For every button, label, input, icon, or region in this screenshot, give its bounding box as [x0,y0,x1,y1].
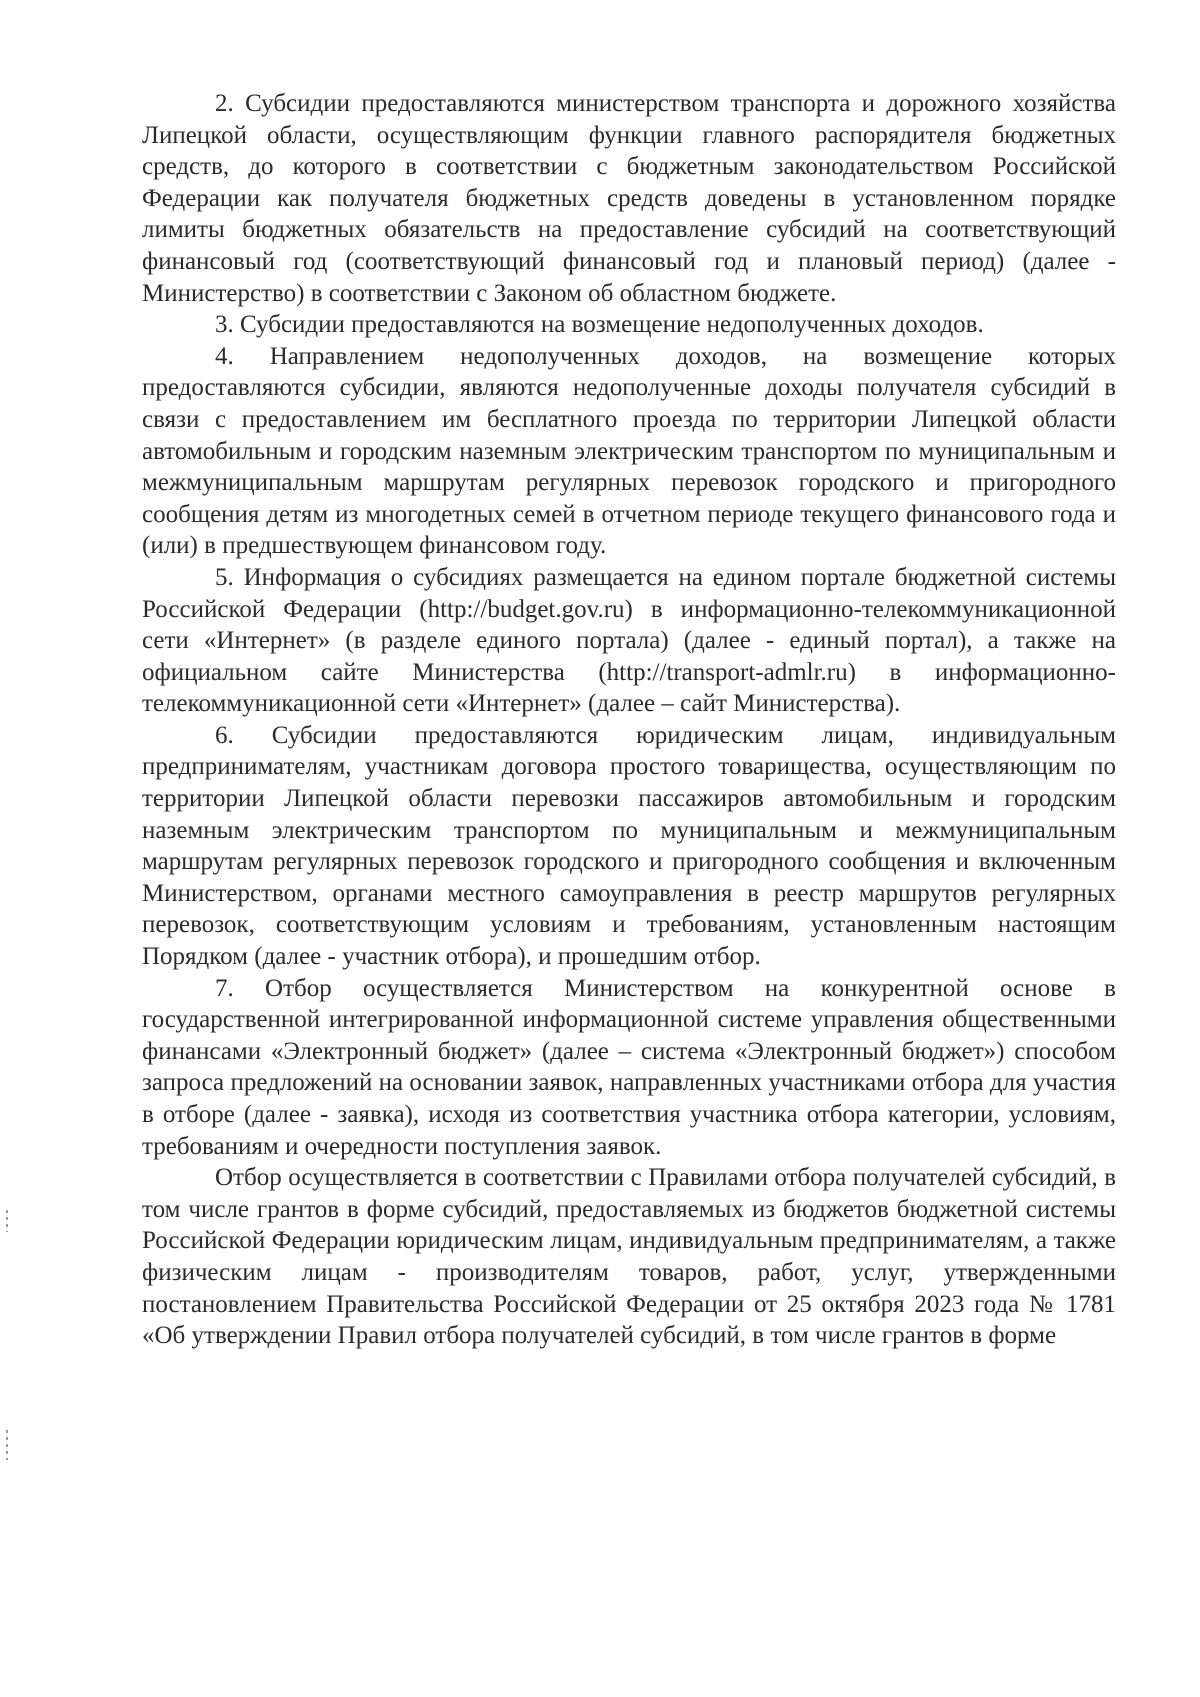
scan-edge-mark [6,1430,8,1460]
paragraph-selection-rules: Отбор осуществляется в соответствии с Правилами отбора получателей субсидий, в том числе грантов в форме субсидий, предоставляемых из бюджетов бюджетной системы Российской Федерации юридическим лицам, индивидуальным предпринимателям, а также физическим лицам - производителям товаров, работ, услуг, утвержденными постановлением Правительства Российской Федерации от 25 октября 2023 года № 1781 «Об утверждении Правил отбора получателей субсидий, в том числе грантов в форме [142,1164,1116,1350]
paragraph-2-ministry: 2. Субсидии предоставляются министерством транспорта и дорожного хозяйства Липецкой области, осуществляющим функции главного распорядителя бюджетных средств, до которого в соответствии с бюджетным законодательством Российской Федерации как получателя бюджетных средств доведены в установленном порядке лимиты бюджетных обязательств на предоставление субсидий на соответствующий финансовый год (соответствующий финансовый год и плановый период) (далее - Министерство) в соответствии с Законом об областном бюджете. [142,90,1116,307]
document-body [142,88,1116,1352]
scan-edge-mark [6,1210,8,1232]
paragraph-5-information: 5. Информация о субсидиях размещается на едином портале бюджетной системы Российской Федерации (http://budget.gov.ru) в информационно-телекоммуникационной сети «Интернет» (в разделе единого портала) (далее - единый портал), а также на официальном сайте Министерства (http://transport-admlr.ru) в информационно-телекоммуникационной сети «Интернет» (далее – сайт Министерства). [142,563,1116,718]
paragraph-7-selection: 7. Отбор осуществляется Министерством на конкурентной основе в государственной интегрированной информационной системе управления общественными финансами «Электронный бюджет» (далее – система «Электронный бюджет») способом запроса предложений на основании заявок, направленных участниками отбора для участия в отборе (далее - заявка), исходя из соответствия участника отбора категории, условиям, требованиям и очередности поступления заявок. [142,974,1116,1160]
paragraph-4-lost-income: 4. Направлением недополученных доходов, на возмещение которых предоставляются субсидии, являются недополученные доходы получателя субсидий в связи с предоставлением им бесплатного проезда по территории Липецкой области автомобильным и городским наземным электрическим транспортом по муниципальным и межмуниципальным маршрутам регулярных перевозок городского и пригородного сообщения детям из многодетных семей в отчетном периоде текущего финансового года и (или) в предшествующем финансовом году. [142,342,1116,560]
paragraph-6-recipients: 6. Субсидии предоставляются юридическим лицам, индивидуальным предпринимателям, участникам договора простого товарищества, осуществляющим по территории Липецкой области перевозки пассажиров автомобильным и городским наземным электрическим транспортом по муниципальным и межмуниципальным маршрутам регулярных перевозок городского и пригородного сообщения и включенным Министерством, органами местного самоуправления в реестр маршрутов регулярных перевозок, соответствующим условиям и требованиям, установленным настоящим Порядком (далее - участник отбора), и прошедшим отбор. [142,721,1116,971]
paragraph-3-purpose: 3. Субсидии предоставляются на возмещение недополученных доходов. [215,311,984,339]
